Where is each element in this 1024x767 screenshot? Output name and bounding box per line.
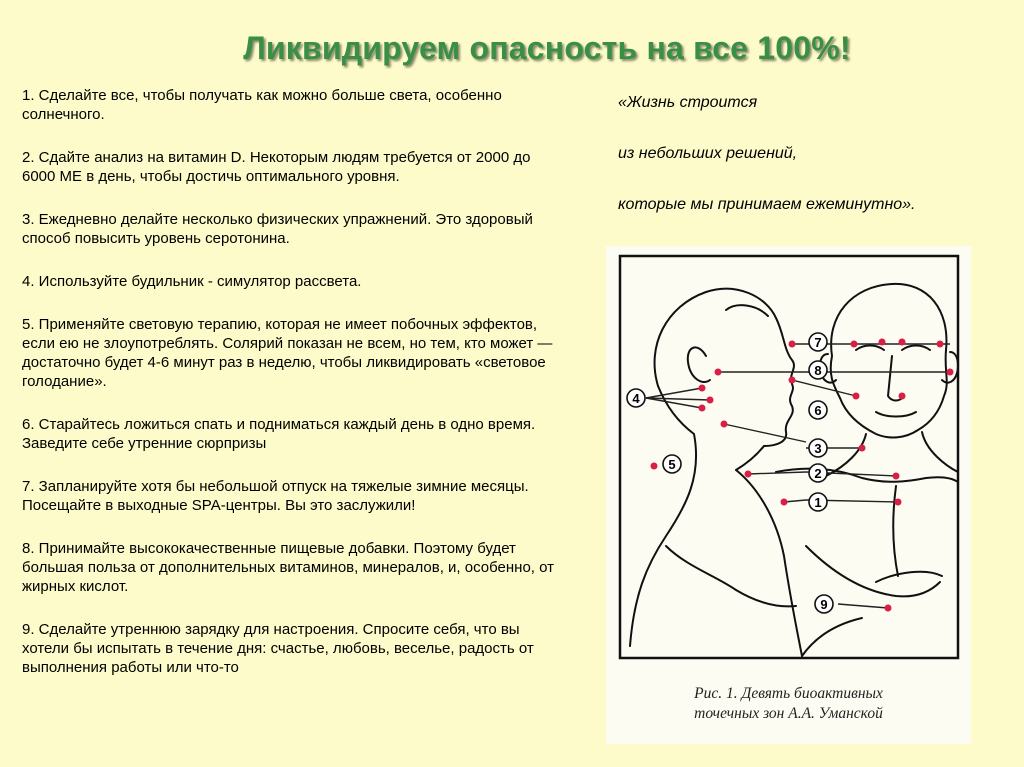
caption-line: точечных зон А.А. Уманской xyxy=(694,705,883,722)
zone-label-7: 7 xyxy=(814,335,822,350)
zone-label-4: 4 xyxy=(632,391,640,406)
zone-label-9: 9 xyxy=(820,597,828,612)
quote-line: которые мы принимаем ежеминутно». xyxy=(618,196,916,213)
zone-label-6: 6 xyxy=(814,403,822,418)
quote-line: из небольших решений, xyxy=(618,145,798,162)
tip-item: 3. Ежедневно делайте несколько физических упражнений. Это здоровый способ повысить уровень серотонина. xyxy=(22,211,533,247)
tip-item: 2. Сдайте анализ на витамин D. Некоторым людям требуется от 2000 до 6000 МЕ в день, чтобы достичь оптимального уровня. xyxy=(22,149,531,185)
caption-line: Рис. 1. Девять биоактивных xyxy=(694,685,883,702)
right-figure-outline xyxy=(776,284,958,656)
zone-label-5: 5 xyxy=(668,457,676,472)
quote xyxy=(618,92,1018,245)
tip-item: 9. Сделайте утреннюю зарядку для настроения. Спросите себя, что вы хотели бы испытать в течение дня: счастье, любовь, веселье, радость от выполнения работы или что-то xyxy=(22,621,534,676)
zone-label-8: 8 xyxy=(814,363,822,378)
tip-item: 5. Применяйте световую терапию, которая не имеет побочных эффектов, если ею не злоупотреблять. Солярий показан не всем, но тем, кто может — достаточно будет 4-6 минут раз в неделю, чтобы ликвидировать «световое голодание». xyxy=(22,316,553,390)
zone-markers xyxy=(627,333,833,613)
quote-line: «Жизнь строится xyxy=(618,94,758,111)
zone-label-3: 3 xyxy=(814,441,822,456)
tip-item: 8. Принимайте высококачественные пищевые добавки. Поэтому будет большая польза от дополнительных витаминов, минералов, и, особенно, от жирных кислот. xyxy=(22,540,555,595)
zone-label-1: 1 xyxy=(814,495,822,510)
connector-lines xyxy=(646,344,950,608)
zone-label-2: 2 xyxy=(814,466,822,481)
slide-title: Ликвидируем опасность на все 100%! xyxy=(243,30,851,66)
acupoint-figure xyxy=(606,246,971,744)
tip-item: 6. Старайтесь ложиться спать и подниматься каждый день в одно время. Заведите себе утренние сюрпризы xyxy=(22,416,536,452)
tip-item: 4. Используйте будильник - симулятор рассвета. xyxy=(22,273,362,290)
tips-list xyxy=(22,86,567,701)
figure-drawing xyxy=(606,246,971,744)
tip-item: 7. Запланируйте хотя бы небольшой отпуск на тяжелые зимние месяцы. Посещайте в выходные SPA-центры. Вы это заслужили! xyxy=(22,478,529,514)
figure-caption xyxy=(606,684,971,724)
tip-item: 1. Сделайте все, чтобы получать как можно больше света, особенно солнечного. xyxy=(22,87,502,123)
